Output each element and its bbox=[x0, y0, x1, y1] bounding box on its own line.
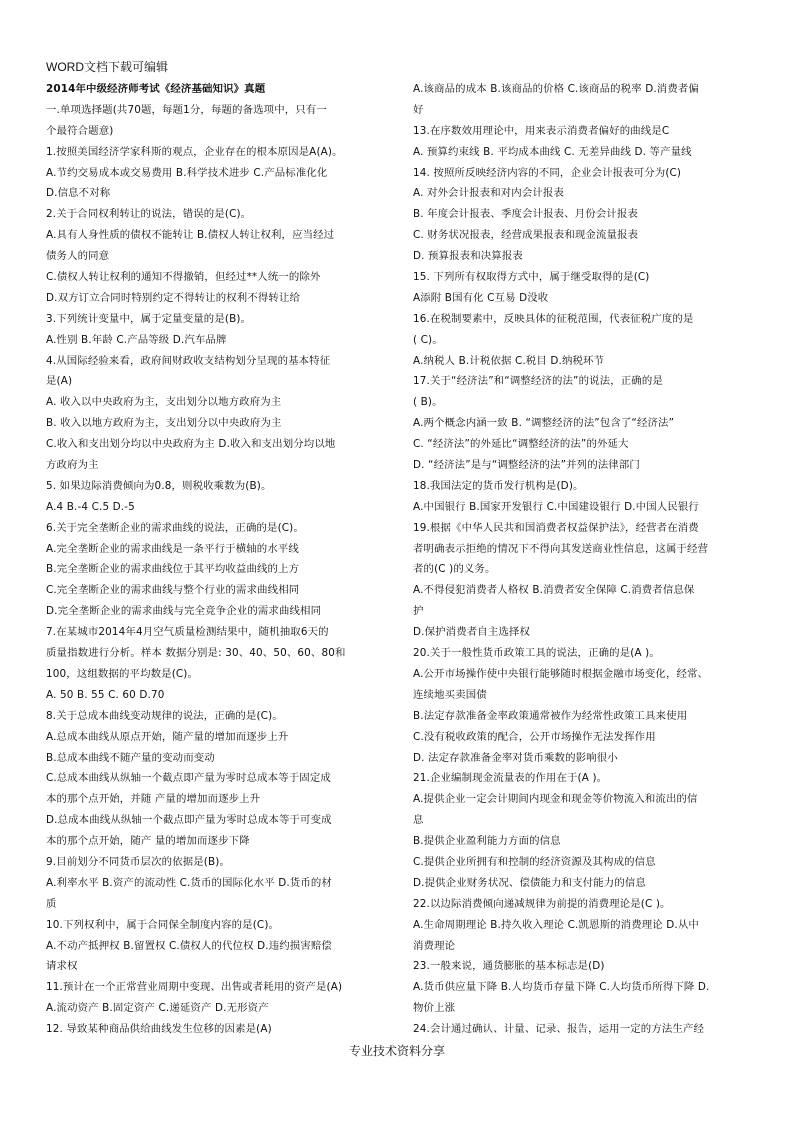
text-line: A.该商品的成本 B.该商品的价格 C.该商品的税率 D.消费者偏 bbox=[413, 83, 699, 95]
text-line: A.公开市场操作使中央银行能够随时根据金融市场变化，经常、 bbox=[413, 667, 709, 680]
text-line: 3.下列统计变量中，属于定量变量的是(B)。 bbox=[46, 312, 252, 325]
text-line: 个最符合题意) bbox=[46, 124, 114, 137]
text-line: D. “经济法”是与“调整经济的法”并列的法律部门 bbox=[413, 459, 640, 472]
text-line: C.债权人转让权利的通知不得撤销，但经过**人统一的除外 bbox=[46, 271, 321, 284]
text-line: A.生命周期理论 B.持久收入理论 C.凯恩斯的消费理论 D.从中 bbox=[413, 918, 699, 931]
text-line: A. 预算约束线 B. 平均成本曲线 C. 无差异曲线 D. 等产量线 bbox=[413, 145, 692, 158]
text-line: 息 bbox=[413, 814, 424, 827]
text-line: A.不动产抵押权 B.留置权 C.债权人的代位权 D.违约损害赔偿 bbox=[46, 939, 332, 952]
text-line: D.完全垄断企业的需求曲线与完全竞争企业的需求曲线相同 bbox=[46, 605, 322, 618]
text-line: B.完全垄断企业的需求曲线位于其平均收益曲线的上方 bbox=[46, 563, 300, 576]
text-line: 21.企业编制现金流量表的作用在于(A )。 bbox=[413, 772, 608, 785]
text-line: 方政府为主 bbox=[46, 459, 99, 472]
text-line: 连续地买卖国债 bbox=[413, 688, 487, 701]
text-line: C.完全垄断企业的需求曲线与整个行业的需求曲线相同 bbox=[46, 584, 300, 597]
text-line: A.不得侵犯消费者人格权 B.消费者安全保障 C.消费者信息保 bbox=[413, 584, 695, 597]
text-line: C. 财务状况报表，经营成果报表和现金流量报表 bbox=[413, 229, 639, 242]
text-line: 债务人的同意 bbox=[46, 250, 110, 263]
text-line: A.总成本曲线从原点开始，随产量的增加而逐步上升 bbox=[46, 730, 289, 743]
text-line: 20.关于一般性货币政策工具的说法，正确的是(A )。 bbox=[413, 647, 660, 660]
text-line: A.提供企业一定会计期间内现金和现金等价物流入和流出的信 bbox=[413, 793, 698, 806]
text-line: A.节约交易成本或交易费用 B.科学技术进步 C.产品标准化化 bbox=[46, 166, 328, 179]
text-line: 16.在税制要素中，反映具体的征税范围，代表征税广度的是 bbox=[413, 312, 694, 325]
text-line: 100，这组数据的平均数是(C)。 bbox=[46, 667, 199, 680]
text-line: 17.关于“经济法”和“调整经济的法”的说法，正确的是 bbox=[413, 375, 663, 388]
text-line: C.总成本曲线从纵轴一个截点即产量为零时总成本等于固定成 bbox=[46, 772, 331, 785]
text-line: 物价上涨 bbox=[413, 1002, 456, 1015]
text-line: A. 对外会计报表和对内会计报表 bbox=[413, 187, 565, 200]
text-line: 好 bbox=[413, 103, 424, 116]
text-line: 质 bbox=[46, 897, 57, 910]
text-line: 10.下列权利中，属于合同保全制度内容的是(C)。 bbox=[46, 918, 280, 931]
text-line: 护 bbox=[413, 605, 424, 618]
text-line: 24.会计通过确认、计量、记录、报告，运用一定的方法生产经 bbox=[413, 1023, 705, 1036]
text-line: 13.在序数效用理论中，用来表示消费者偏好的曲线是C bbox=[413, 124, 670, 137]
text-line: A. 收入以中央政府为主，支出划分以地方政府为主 bbox=[46, 396, 282, 409]
text-line: ( B)。 bbox=[413, 396, 443, 409]
text-line: B.法定存款准备金率政策通常被作为经常性政策工具来使用 bbox=[413, 709, 688, 722]
text-line: 2.关于合同权利转让的说法，错误的是(C)。 bbox=[46, 208, 252, 221]
text-line: A.4 B.-4 C.5 D.-5 bbox=[46, 500, 135, 513]
text-line: A.性别 B.年龄 C.产品等级 D.汽车品牌 bbox=[46, 333, 227, 346]
text-line: C. “经济法”的外延比“调整经济的法”的外延大 bbox=[413, 438, 629, 451]
text-line: D.双方订立合同时特别约定不得转让的权利不得转让给 bbox=[46, 291, 301, 304]
text-line: 质量指数进行分析。样本 数据分别是: 30、40、50、60、80和 bbox=[46, 647, 346, 660]
text-line: 23.一般来说，通货膨胀的基本标志是(D) bbox=[413, 960, 605, 973]
text-line: 1.按照美国经济学家科斯的观点，企业存在的根本原因是A(A)。 bbox=[46, 145, 343, 158]
text-line: B.总成本曲线不随产量的变动而变动 bbox=[46, 751, 215, 764]
text-line: A.流动资产 B.固定资产 C.递延资产 D.无形资产 bbox=[46, 1002, 269, 1015]
text-line: 本的那个点开始，随产 量的增加而逐步下降 bbox=[46, 835, 250, 848]
right-column bbox=[413, 79, 753, 1040]
text-line: 15. 下列所有权取得方式中，属于继受取得的是(C) bbox=[413, 271, 650, 284]
text-line: 5. 如果边际消费倾向为0.8，则税收乘数为(B)。 bbox=[46, 479, 272, 492]
text-line: D.保护消费者自主选择权 bbox=[413, 626, 531, 639]
text-line: A. 50 B. 55 C. 60 D.70 bbox=[46, 688, 165, 701]
text-line: 是(A) bbox=[46, 375, 73, 388]
text-line: 4.从国际经验来看，政府间财政收支结构划分呈现的基本特征 bbox=[46, 354, 331, 367]
text-line: A.纳税人 B.计税依据 C.税目 D.纳税环节 bbox=[413, 354, 605, 367]
text-line: 9.目前划分不同货币层次的依据是(B)。 bbox=[46, 855, 231, 868]
text-line: 7.在某城市2014年4月空气质量检测结果中，随机抽取6天的 bbox=[46, 626, 329, 639]
document-header: WORD文档下载可编辑 bbox=[46, 60, 168, 74]
text-line: 12. 导致某种商品供给曲线发生位移的因素是(A) bbox=[46, 1023, 272, 1036]
left-column bbox=[46, 79, 386, 1040]
text-line: 者的(C )的义务。 bbox=[413, 563, 496, 576]
text-line: A添附 B国有化 C互易 D没收 bbox=[413, 291, 549, 304]
text-line: B. 年度会计报表、季度会计报表、月份会计报表 bbox=[413, 208, 638, 221]
text-line: A.两个概念内涵一致 B. “调整经济的法”包含了“经济法” bbox=[413, 417, 675, 430]
text-line: A.完全垄断企业的需求曲线是一条平行于横轴的水平线 bbox=[46, 542, 299, 555]
text-line: 11.预计在一个正常营业周期中变现、出售或者耗用的资产是(A) bbox=[46, 981, 343, 994]
text-line: 消费理论 bbox=[413, 939, 456, 952]
text-line: D. 预算报表和决算报表 bbox=[413, 250, 523, 263]
text-line: C.收入和支出划分均以中央政府为主 D.收入和支出划分均以地 bbox=[46, 438, 336, 451]
text-line: 22.以边际消费倾向递减规律为前提的消费理论是(C )。 bbox=[413, 897, 671, 910]
text-line: D. 法定存款准备金率对货币乘数的影响很小 bbox=[413, 751, 618, 764]
text-line: 者明确表示拒绝的情况下不得向其发送商业性信息，这属于经营 bbox=[413, 542, 709, 555]
text-line: 14. 按照所反映经济内容的不同，企业会计报表可分为(C) bbox=[413, 166, 682, 179]
text-line: C.提供企业所拥有和控制的经济资源及其构成的信息 bbox=[413, 855, 656, 868]
text-line: 请求权 bbox=[46, 960, 78, 973]
document-footer: 专业技术资料分享 bbox=[348, 1044, 445, 1058]
text-line: A.利率水平 B.资产的流动性 C.货币的国际化水平 D.货币的材 bbox=[46, 876, 332, 889]
text-line: 一.单项选择题(共70题，每题1分，每题的备选项中，只有一 bbox=[46, 103, 327, 116]
text-line: 6.关于完全垄断企业的需求曲线的说法，正确的是(C)。 bbox=[46, 521, 304, 534]
text-line: B. 收入以地方政府为主，支出划分以中央政府为主 bbox=[46, 417, 282, 430]
text-line: B.提供企业盈利能力方面的信息 bbox=[413, 835, 561, 848]
document-title: 2014年中级经济师考试《经济基础知识》真题 bbox=[46, 83, 266, 95]
text-line: C.没有税收政策的配合，公开市场操作无法发挥作用 bbox=[413, 730, 656, 743]
text-line: 19.根据《中华人民共和国消费者权益保护法》，经营者在消费 bbox=[413, 521, 699, 534]
text-line: 18.我国法定的货币发行机构是(D)。 bbox=[413, 479, 584, 492]
text-line: A.货币供应量下降 B.人均货币存量下降 C.人均货币所得下降 D. bbox=[413, 981, 710, 994]
text-line: A.中国银行 B.国家开发银行 C.中国建设银行 D.中国人民银行 bbox=[413, 500, 699, 513]
text-line: D.信息不对称 bbox=[46, 187, 111, 200]
text-line: A.具有人身性质的债权不能转让 B.债权人转让权利，应当经过 bbox=[46, 229, 335, 242]
text-line: D.总成本曲线从纵轴一个截点即产量为零时总成本等于可变成 bbox=[46, 814, 332, 827]
text-line: 本的那个点开始，并随 产量的增加而逐步上升 bbox=[46, 793, 261, 806]
text-line: D.提供企业财务状况、偿债能力和支付能力的信息 bbox=[413, 876, 646, 889]
text-line: ( C)。 bbox=[413, 333, 443, 346]
text-line: 8.关于总成本曲线变动规律的说法，正确的是(C)。 bbox=[46, 709, 283, 722]
